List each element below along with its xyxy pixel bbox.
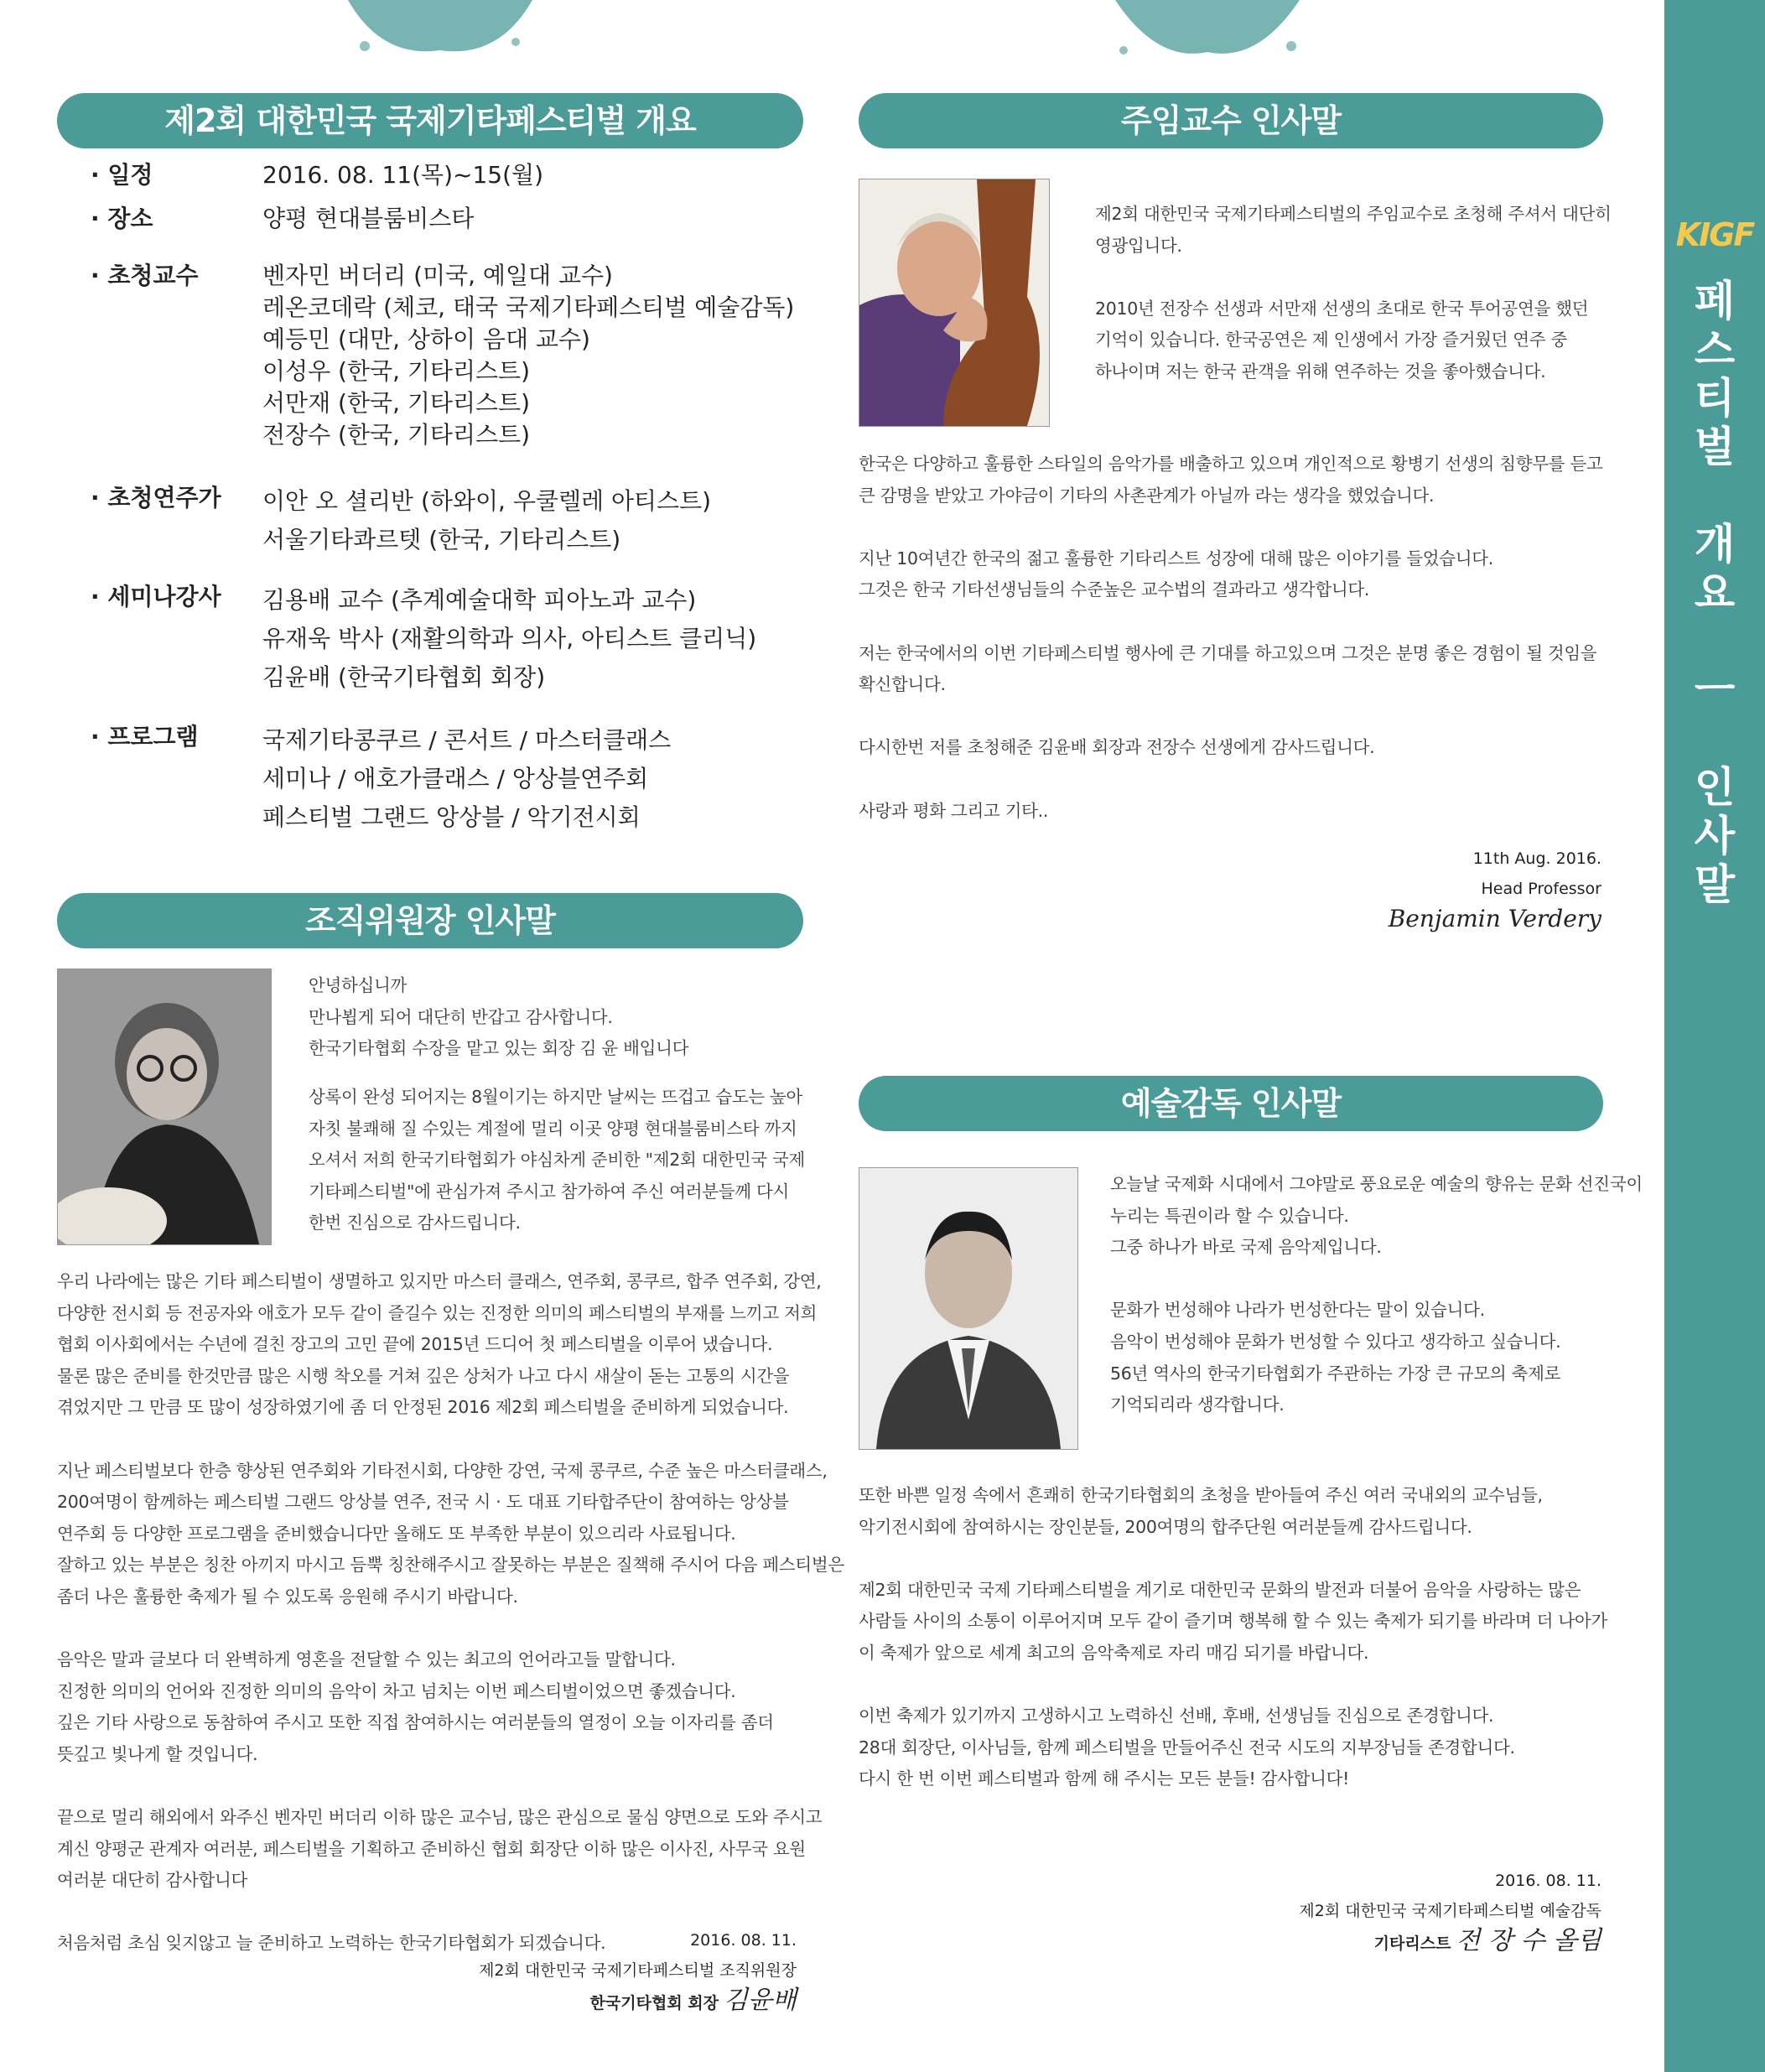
organizer-intro	[309, 970, 812, 1065]
overview-row-values	[262, 721, 807, 837]
text-line: 28대 회장단, 이사님들, 함께 페스티벌을 만들어주신 전국 시도의 지부장님들 존경합니다.	[859, 1737, 1515, 1758]
text-line: 확신합니다.	[859, 674, 946, 695]
text-line: 오셔서 저희 한국기타협회가 야심차게 준비한 "제2회 대한민국 국제	[309, 1150, 805, 1171]
text-line: 깊은 기타 사랑으로 동참하여 주시고 또한 직접 참여하시는 여러분들의 열정이 오늘 이자리를 좀더	[57, 1712, 774, 1733]
overview-row-label: · 초청교수	[91, 262, 199, 289]
overview-row-value: 세미나 / 애호가클래스 / 앙상블연주회	[262, 765, 649, 792]
side-banner-char	[1664, 714, 1765, 763]
overview-row-value: 서만재 (한국, 기타리스트)	[262, 389, 531, 417]
overview-row-values	[262, 581, 807, 697]
overview-row-values	[262, 260, 807, 451]
organizer-name-line	[335, 1986, 797, 2018]
organizer-date: 2016. 08. 11.	[690, 1931, 797, 1950]
overview-title-bar	[57, 93, 803, 148]
text-line: 겪었지만 그 만큼 또 많이 성장하였기에 좀 더 안정된 2016 제2회 페스티벌을 준비하게 되었습니다.	[57, 1397, 789, 1418]
text-line: 협회 이사회에서는 수년에 걸친 장고의 고민 끝에 2015년 드디어 첫 페스티벌을 이루어 냈습니다.	[57, 1334, 773, 1355]
director-photo	[859, 1167, 1078, 1450]
overview-row-label: · 프로그램	[91, 723, 199, 750]
text-line: 상록이 완성 되어지는 8월이기는 하지만 날씨는 뜨겁고 습도는 높아	[309, 1087, 803, 1107]
text-line: 2010년 전장수 선생과 서만재 선생의 초대로 한국 투어공연을 했던	[1095, 298, 1589, 319]
overview-row-value: 전장수 (한국, 기타리스트)	[262, 421, 531, 449]
overview-row-value: 페스티벌 그랜드 앙상블 / 악기전시회	[262, 803, 641, 831]
text-line: 지난 10여년간 한국의 젊고 훌륭한 기타리스트 성장에 대해 많은 이야기를 들었습니다.	[859, 548, 1493, 569]
text-line: 기타페스티벌"에 관심가져 주시고 참가하여 주신 여러분들께 다시	[309, 1181, 790, 1202]
text-line: 물론 많은 준비를 한것만큼 많은 시행 착오를 거쳐 깊은 상처가 나고 다시 새살이 돋는 고통의 시간을	[57, 1365, 790, 1386]
overview-row-value: 2016. 08. 11(목)~15(월)	[262, 161, 543, 189]
overview-row-label: · 일정	[91, 161, 153, 189]
director-intro	[1110, 1169, 1643, 1452]
text-line: 안녕하십니까	[309, 975, 408, 995]
text-line: 56년 역사의 한국기타협회가 주관하는 가장 큰 규모의 축제로	[1110, 1363, 1561, 1384]
organizer-intro-continued	[309, 1082, 812, 1239]
overview-row-label: · 초청연주가	[91, 484, 221, 512]
text-line: 뜻깊고 빛나게 할 것입니다.	[57, 1743, 258, 1764]
side-banner-char: 벌	[1694, 423, 1736, 471]
text-line: 만나뵙게 되어 대단히 반갑고 감사합니다.	[309, 1006, 613, 1027]
text-line: 여러분 대단히 감사합니다	[57, 1870, 247, 1891]
overview-row-value: 이안 오 셜리반 (하와이, 우쿨렐레 아티스트)	[262, 487, 712, 515]
text-line: 연주회 등 다양한 프로그램을 준비했습니다만 올해도 또 부족한 부분이 있으리라 사료됩니다.	[57, 1523, 736, 1544]
text-line: 우리 나라에는 많은 기타 페스티벌이 생멸하고 있지만 마스터 클래스, 연주회, 콩쿠르, 합주 연주회, 강연,	[57, 1271, 822, 1291]
professor-photo	[859, 179, 1050, 427]
text-line: 잘하고 있는 부분은 칭찬 아끼지 마시고 듬뿍 칭찬해주시고 잘못하는 부분은 질책해 주시어 다음 페스티벌은	[57, 1555, 844, 1576]
text-line: 계신 양평군 관계자 여러분, 페스티벌을 기획하고 준비하신 협회 회장단 이하 많은 이사진, 사무국 요원	[57, 1838, 806, 1859]
organizer-role: 제2회 대한민국 국제기타페스티벌 조직위원장	[479, 1961, 797, 1980]
text-line: 제2회 대한민국 국제 기타페스티벌을 계기로 대한민국 문화의 발전과 더불어 음악을 사랑하는 많은	[859, 1579, 1581, 1600]
side-banner-char	[1664, 471, 1765, 520]
director-signature-block	[1174, 1866, 1601, 1959]
text-line: 영광입니다.	[1095, 235, 1182, 256]
organizer-title: 조직위원장 인사말	[305, 902, 555, 939]
text-line: 기억되리라 생각합니다.	[1110, 1394, 1285, 1415]
overview-row-values	[262, 159, 807, 191]
text-line: 그것은 한국 기타선생님들의 수준높은 교수법의 결과라고 생각합니다.	[859, 579, 1370, 600]
director-name-line	[1174, 1926, 1601, 1959]
text-line: 한국기타협회 수장을 맡고 있는 회장 김 윤 배입니다	[309, 1038, 689, 1059]
overview-row-value: 김윤배 (한국기타협회 회장)	[262, 663, 546, 691]
professor-date: 11th Aug. 2016.	[1472, 849, 1601, 868]
text-line: 제2회 대한민국 국제기타페스티벌의 주임교수로 초청해 주셔서 대단히	[1095, 204, 1612, 224]
kigf-logo: KIGF	[1675, 216, 1754, 253]
overview-row-values	[262, 482, 807, 559]
text-line: 200여명이 함께하는 페스티벌 그랜드 앙상블 연주, 전국 시 · 도 대표 기타합주단이 참여하는 앙상블	[57, 1492, 789, 1513]
text-line: 좀더 나은 훌륭한 축제가 될 수 있도록 응원해 주시기 바랍니다.	[57, 1586, 518, 1607]
overview-row-value: 벤자민 버더리 (미국, 예일대 교수)	[262, 262, 613, 289]
professor-signature-block	[1174, 844, 1601, 934]
side-banner-char: 사	[1694, 812, 1736, 860]
professor-role: Head Professor	[1481, 880, 1601, 898]
overview-row-values	[262, 203, 807, 235]
overview-row-value: 국제기타콩쿠르 / 콘서트 / 마스터클래스	[262, 726, 672, 754]
side-banner-char: ㅡ	[1694, 666, 1736, 714]
director-title-bar	[859, 1076, 1603, 1131]
side-banner-char: 인	[1694, 763, 1736, 812]
text-line: 음악은 말과 글보다 더 완벽하게 영혼을 전달할 수 있는 최고의 언어라고들 말합니다.	[57, 1649, 676, 1670]
professor-intro	[1095, 199, 1612, 419]
text-line: 다양한 전시회 등 전공자와 애호가 모두 같이 즐길수 있는 진정한 의미의 페스티벌의 부재를 느끼고 저희	[57, 1302, 818, 1323]
overview-row-value: 김용배 교수 (추계예술대학 피아노과 교수)	[262, 586, 697, 614]
text-line: 지난 페스티벌보다 한층 향상된 연주회와 기타전시회, 다양한 강연, 국제 콩쿠르, 수준 높은 마스터클래스,	[57, 1460, 828, 1481]
overview-row-value: 유재욱 박사 (재활의학과 의사, 아티스트 클리닉)	[262, 625, 757, 652]
side-banner-char: 스	[1694, 325, 1736, 374]
text-line: 음악이 번성해야 문화가 번성할 수 있다고 생각하고 싶습니다.	[1110, 1331, 1561, 1352]
overview-row-value: 이성우 (한국, 기타리스트)	[262, 357, 531, 385]
text-line: 사랑과 평화 그리고 기타..	[859, 800, 1049, 821]
text-line: 악기전시회에 참여하시는 장인분들, 200여명의 합주단원 여러분들께 감사드립니다.	[859, 1516, 1472, 1537]
text-line: 이 축제가 앞으로 세계 최고의 음악축제로 자리 매김 되기를 바랍니다.	[859, 1642, 1369, 1663]
organizer-signature-block	[335, 1925, 797, 2018]
professor-title: 주임교수 인사말	[1120, 102, 1342, 139]
overview-row-value: 양평 현대블룸비스타	[262, 205, 475, 232]
ink-splash-decoration	[331, 0, 549, 67]
side-banner-title	[1664, 277, 1765, 909]
organizer-signature: 김윤배	[724, 1986, 797, 2015]
text-line: 하나이며 저는 한국 관객을 위해 연주하는 것을 좋아했습니다.	[1095, 361, 1546, 382]
text-line: 그중 하나가 바로 국제 음악제입니다.	[1110, 1237, 1382, 1258]
professor-signature: Benjamin Verdery	[1388, 905, 1601, 932]
text-line: 자칫 불쾌해 질 수있는 계절에 멀리 이곳 양평 현대블룸비스타 까지	[309, 1118, 797, 1139]
text-line: 누리는 특권이라 할 수 있습니다.	[1110, 1205, 1349, 1226]
overview-row-label: · 장소	[91, 205, 153, 232]
text-line: 큰 감명을 받았고 가야금이 기타의 사촌관계가 아닐까 라는 생각을 했었습니다.	[859, 485, 1435, 506]
ink-splash-decoration	[1098, 0, 1316, 67]
director-signature: 전 장 수 올림	[1456, 1926, 1601, 1955]
text-line: 한번 진심으로 감사드립니다.	[309, 1213, 521, 1233]
organizer-body	[57, 1266, 844, 1992]
overview-row-value: 예등민 (대만, 상하이 음대 교수)	[262, 325, 590, 353]
professor-title-bar	[859, 93, 1603, 148]
text-line: 또한 바쁜 일정 속에서 흔쾌히 한국기타협회의 초청을 받아들여 주신 여러 국내외의 교수님들,	[859, 1485, 1543, 1505]
side-banner-char: 요	[1694, 569, 1736, 617]
text-line: 이번 축제가 있기까지 고생하시고 노력하신 선배, 후배, 선생님들 진심으로 존경합니다.	[859, 1706, 1494, 1727]
text-line: 저는 한국에서의 이번 기타페스티벌 행사에 큰 기대를 하고있으며 그것은 분명 좋은 경험이 될 것임을	[859, 642, 1597, 663]
side-banner-char: 개	[1694, 520, 1736, 569]
professor-body	[859, 449, 1613, 859]
text-line: 다시한번 저를 초청해준 김윤배 회장과 전장수 선생에게 감사드립니다.	[859, 737, 1375, 758]
side-banner-char: 티	[1694, 374, 1736, 423]
text-line: 한국은 다양하고 훌륭한 스타일의 음악가를 배출하고 있으며 개인적으로 황병기 선생의 침향무를 듣고	[859, 454, 1603, 474]
text-line: 오늘날 국제화 시대에서 그야말로 풍요로운 예술의 향유는 문화 선진국이	[1110, 1174, 1643, 1194]
text-line: 기억이 있습니다. 한국공연은 제 인생에서 가장 즐거웠던 연주 중	[1095, 330, 1568, 351]
side-banner-char: 말	[1694, 860, 1736, 909]
director-title: 예술감독 인사말	[1120, 1085, 1342, 1122]
director-date: 2016. 08. 11.	[1495, 1872, 1601, 1890]
text-line: 문화가 번성해야 나라가 번성한다는 말이 있습니다.	[1110, 1300, 1485, 1321]
text-line: 진정한 의미의 언어와 진정한 의미의 음악이 차고 넘치는 이번 페스티벌이었으면 좋겠습니다.	[57, 1680, 736, 1701]
overview-row-value: 서울기타콰르텟 (한국, 기타리스트)	[262, 526, 621, 553]
text-line: 다시 한 번 이번 페스티벌과 함께 해 주시는 모든 분들! 감사합니다!	[859, 1768, 1350, 1789]
overview-title: 제2회 대한민국 국제기타페스티벌 개요	[164, 102, 696, 139]
text-line: 처음처럼 초심 잊지않고 늘 준비하고 노력하는 한국기타협회가 되겠습니다.	[57, 1933, 606, 1954]
organizer-name-prefix: 한국기타협회 회장	[589, 1994, 719, 2012]
text-line: 사람들 사이의 소통이 이루어지며 모두 같이 즐기며 행복해 할 수 있는 축제가 되기를 바라며 더 나아가	[859, 1611, 1607, 1632]
side-banner-char: 페	[1694, 277, 1736, 325]
side-banner-char	[1664, 617, 1765, 666]
director-body	[859, 1480, 1613, 1827]
overview-row-value: 레온코데락 (체코, 태국 국제기타페스티벌 예술감독)	[262, 293, 795, 321]
text-line: 끝으로 멀리 해외에서 와주신 벤자민 버더리 이하 많은 교수님, 많은 관심으로 물심 양면으로 도와 주시고	[57, 1807, 823, 1828]
organizer-photo	[57, 968, 272, 1245]
side-banner	[1664, 0, 1765, 2072]
director-name-prefix: 기타리스트	[1373, 1934, 1451, 1953]
overview-row-label: · 세미나강사	[91, 583, 221, 610]
organizer-title-bar	[57, 893, 803, 948]
director-role: 제2회 대한민국 국제기타페스티벌 예술감독	[1299, 1902, 1601, 1920]
